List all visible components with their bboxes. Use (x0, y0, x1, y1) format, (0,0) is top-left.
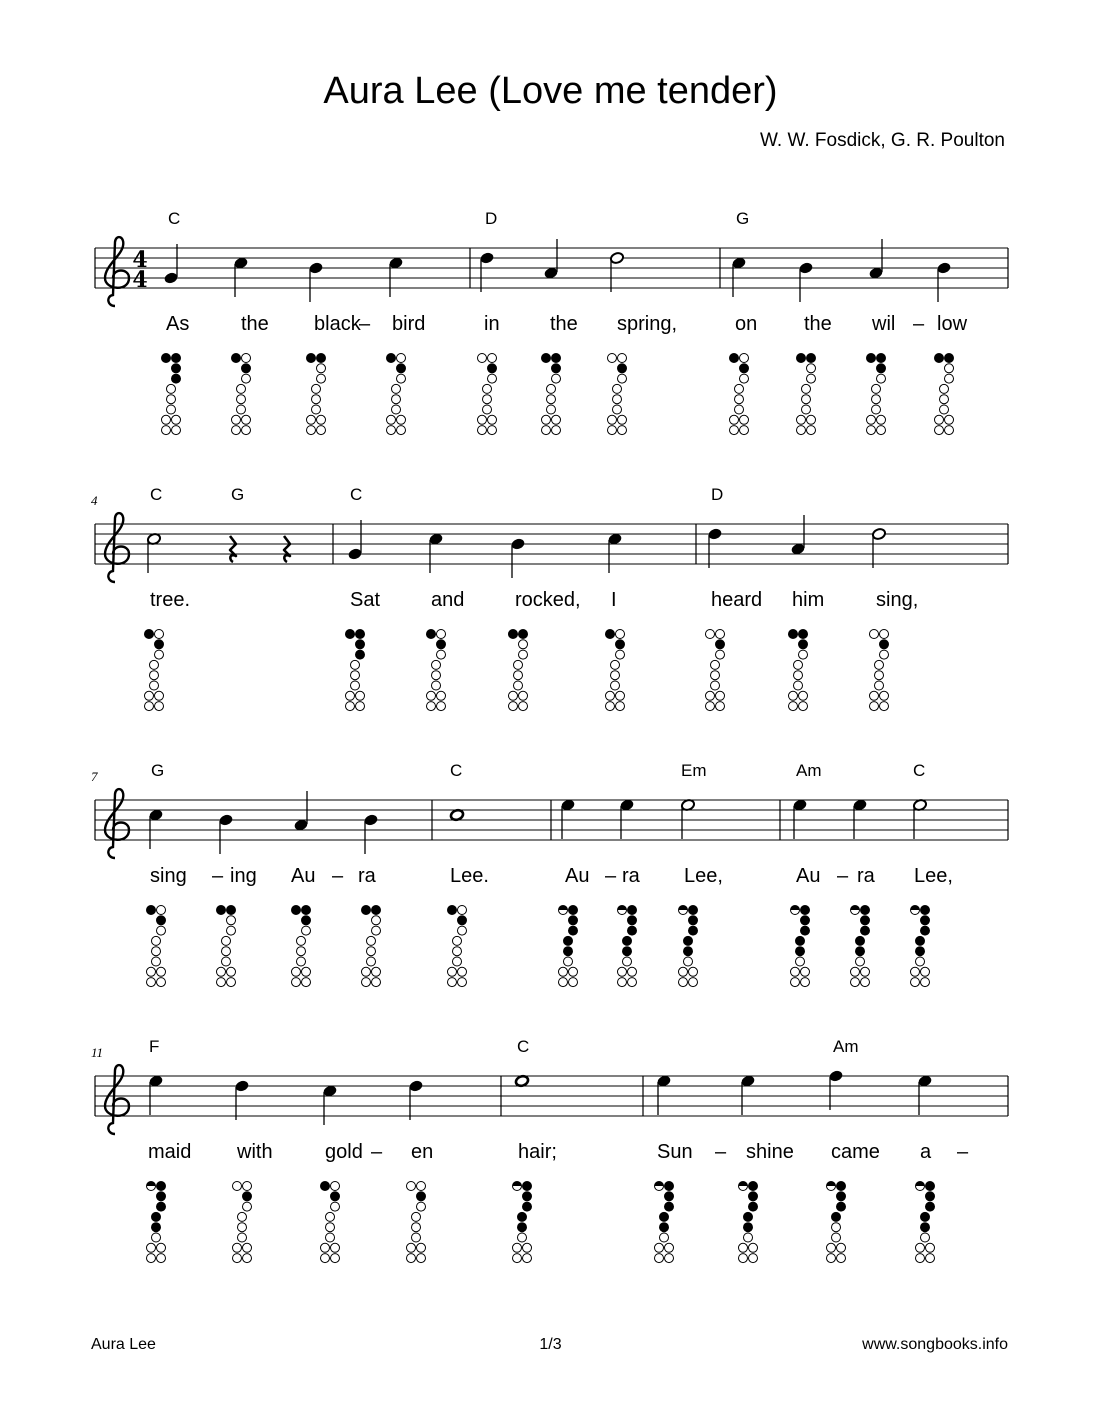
notehead (309, 262, 324, 275)
note-E5 (681, 799, 696, 839)
recorder-fingering-diagram (513, 1182, 532, 1263)
chord-symbol: C (517, 1037, 530, 1056)
note-D5 (480, 252, 495, 292)
lyric-syllable: – (837, 865, 849, 887)
lyric-syllable: Au (796, 865, 821, 887)
lyric-syllable: ing (230, 865, 257, 887)
recorder-fingering-diagram (679, 906, 698, 987)
notehead (937, 262, 952, 275)
note-E5 (620, 799, 635, 839)
lyric-syllable: Sat (350, 589, 381, 611)
lyric-syllable: Lee, (914, 865, 953, 887)
lyric-syllable: sing (150, 865, 187, 887)
note-C5 (608, 533, 623, 573)
lyric-syllable: en (411, 1141, 434, 1163)
recorder-fingering-diagram (147, 1182, 166, 1263)
lyric-syllable: with (237, 1141, 273, 1163)
note-E5 (913, 799, 928, 839)
music-system (95, 209, 1008, 435)
notehead (219, 814, 234, 827)
recorder-fingering-diagram (870, 630, 889, 711)
recorder-fingering-diagram (935, 354, 954, 435)
lyric-syllable: a (920, 1141, 932, 1163)
note-B4 (309, 262, 324, 302)
lyric-syllable: – (605, 865, 617, 887)
note-C5 (147, 533, 162, 573)
measure-number: 7 (91, 769, 98, 784)
chord-symbol: G (736, 209, 750, 228)
note-E5 (741, 1075, 756, 1115)
note-E5 (793, 799, 808, 839)
lyric-syllable: wil (872, 313, 896, 335)
chord-symbol: G (231, 485, 245, 504)
lyric-syllable: Sun (657, 1141, 693, 1163)
note-E5 (149, 1075, 164, 1115)
chord-symbol: C (168, 209, 181, 228)
lyric-syllable: – (371, 1141, 383, 1163)
notehead (511, 538, 526, 551)
treble-clef-icon (105, 789, 129, 858)
recorder-fingering-diagram (509, 630, 528, 711)
lyric-syllable: maid (148, 1141, 192, 1163)
chord-symbol: C (350, 485, 363, 504)
note-B4 (937, 262, 952, 302)
time-signature-bottom: 4 (132, 267, 148, 293)
recorder-fingering-diagram (655, 1182, 674, 1263)
recorder-fingering-diagram (608, 354, 627, 435)
recorder-fingering-diagram (307, 354, 326, 435)
recorder-fingering-diagram (145, 630, 164, 711)
page-title: Aura Lee (Love me tender) (323, 70, 778, 112)
notehead (364, 814, 379, 827)
music-system (91, 485, 1008, 711)
treble-clef-icon (105, 237, 129, 306)
notehead (829, 1070, 844, 1083)
lyric-syllable: – (715, 1141, 727, 1163)
recorder-fingering-diagram (542, 354, 561, 435)
note-D5 (708, 528, 723, 568)
page-number: 1/3 (539, 1336, 562, 1353)
lyric-syllable: Au (291, 865, 316, 887)
recorder-fingering-diagram (789, 630, 808, 711)
note-E5 (853, 799, 868, 839)
note-A4 (544, 239, 559, 279)
notehead (872, 528, 887, 541)
notehead (610, 252, 625, 265)
footer-title: Aura Lee (91, 1336, 156, 1353)
lyric-syllable: ra (358, 865, 376, 887)
recorder-fingering-diagram (911, 906, 930, 987)
music-system (91, 1037, 1008, 1263)
lyric-syllable: the (241, 313, 269, 335)
recorder-fingering-diagram (559, 906, 578, 987)
recorder-fingering-diagram (448, 906, 467, 987)
note-G4 (348, 520, 363, 560)
recorder-fingering-diagram (916, 1182, 935, 1263)
recorder-fingering-diagram (606, 630, 625, 711)
lyric-syllable: black (314, 313, 361, 335)
lyric-syllable: on (735, 313, 758, 335)
lyric-syllable: him (792, 589, 825, 611)
lyric-syllable: sing, (876, 589, 919, 611)
note-B4 (219, 814, 234, 854)
lyric-syllable: ra (857, 865, 875, 887)
lyric-syllable: rocked, (515, 589, 581, 611)
chord-symbol: Am (833, 1037, 859, 1056)
notehead (708, 528, 723, 541)
note-B4 (511, 538, 526, 578)
measure-number: 4 (91, 493, 98, 508)
lyric-syllable: Lee, (684, 865, 723, 887)
recorder-fingering-diagram (292, 906, 311, 987)
note-D5 (409, 1080, 424, 1120)
recorder-fingering-diagram (387, 354, 406, 435)
note-B4 (799, 262, 814, 302)
lyric-syllable: As (166, 313, 190, 335)
lyric-syllable: heard (711, 589, 763, 611)
note-A4 (791, 515, 806, 555)
note-G4 (164, 244, 179, 284)
notehead (164, 272, 179, 285)
lyric-syllable: the (550, 313, 578, 335)
note-E5 (657, 1075, 672, 1115)
composer: W. W. Fosdick, G. R. Poulton (760, 130, 1005, 151)
footer-website: www.songbooks.info (862, 1336, 1008, 1353)
notehead (480, 252, 495, 265)
note-C5 (732, 257, 747, 297)
recorder-fingering-diagram (362, 906, 381, 987)
lyric-syllable: gold (325, 1141, 363, 1163)
note-D5 (235, 1080, 250, 1120)
lyric-syllable: low (937, 313, 968, 335)
lyric-syllable: bird (392, 313, 426, 335)
note-F5 (829, 1070, 844, 1110)
chord-symbol: G (151, 761, 165, 780)
recorder-fingering-diagram (739, 1182, 758, 1263)
recorder-fingering-diagram (407, 1182, 426, 1263)
recorder-fingering-diagram (867, 354, 886, 435)
recorder-fingering-diagram (147, 906, 166, 987)
treble-clef-icon (105, 513, 129, 582)
recorder-fingering-diagram (797, 354, 816, 435)
chord-symbol: F (149, 1037, 160, 1056)
note-E5 (561, 799, 576, 839)
lyric-syllable: shine (746, 1141, 794, 1163)
lyric-syllable: hair; (518, 1141, 557, 1163)
measure-number: 11 (91, 1045, 104, 1060)
recorder-fingering-diagram (232, 354, 251, 435)
recorder-fingering-diagram (478, 354, 497, 435)
lyric-syllable: Lee. (450, 865, 489, 887)
note-C5 (389, 257, 404, 297)
lyric-syllable: ra (622, 865, 640, 887)
recorder-fingering-diagram (706, 630, 725, 711)
note-C5 (429, 533, 444, 573)
recorder-fingering-diagram (427, 630, 446, 711)
lyric-syllable: and (431, 589, 465, 611)
lyric-syllable: came (831, 1141, 880, 1163)
lyric-syllable: – (359, 313, 371, 335)
lyric-syllable: tree. (150, 589, 191, 611)
recorder-fingering-diagram (618, 906, 637, 987)
chord-symbol: D (485, 209, 498, 228)
note-A4 (294, 791, 309, 831)
music-system (91, 761, 1008, 987)
lyric-syllable: the (804, 313, 832, 335)
chord-symbol: D (711, 485, 724, 504)
notehead (235, 1080, 250, 1093)
note-D5 (872, 528, 887, 568)
lyric-syllable: – (913, 313, 925, 335)
recorder-fingering-diagram (217, 906, 236, 987)
recorder-fingering-diagram (321, 1182, 340, 1263)
lyric-syllable: spring, (617, 313, 678, 335)
chord-symbol: C (913, 761, 926, 780)
note-C5 (234, 257, 249, 297)
lyric-syllable: – (332, 865, 344, 887)
note-A4 (869, 239, 884, 279)
note-B4 (364, 814, 379, 854)
recorder-fingering-diagram (730, 354, 749, 435)
treble-clef-icon (105, 1065, 129, 1134)
chord-symbol: C (150, 485, 163, 504)
lyric-syllable: I (611, 589, 617, 611)
notehead (799, 262, 814, 275)
chord-symbol: Em (681, 761, 707, 780)
lyric-syllable: – (957, 1141, 969, 1163)
recorder-fingering-diagram (346, 630, 365, 711)
notehead (409, 1080, 424, 1093)
recorder-fingering-diagram (791, 906, 810, 987)
time-signature-top: 4 (132, 247, 148, 273)
chord-symbol: C (450, 761, 463, 780)
lyric-syllable: – (212, 865, 224, 887)
note-E5 (918, 1075, 933, 1115)
quarter-rest-icon (230, 536, 236, 562)
recorder-fingering-diagram (851, 906, 870, 987)
lyric-syllable: in (484, 313, 500, 335)
recorder-fingering-diagram (233, 1182, 252, 1263)
recorder-fingering-diagram (162, 354, 181, 435)
note-C5 (323, 1085, 338, 1125)
quarter-rest-icon (284, 536, 290, 562)
chord-symbol: Am (796, 761, 822, 780)
recorder-fingering-diagram (827, 1182, 846, 1263)
lyric-syllable: Au (565, 865, 590, 887)
note-C5 (149, 809, 164, 849)
notehead (348, 548, 363, 561)
note-D5 (610, 252, 625, 292)
